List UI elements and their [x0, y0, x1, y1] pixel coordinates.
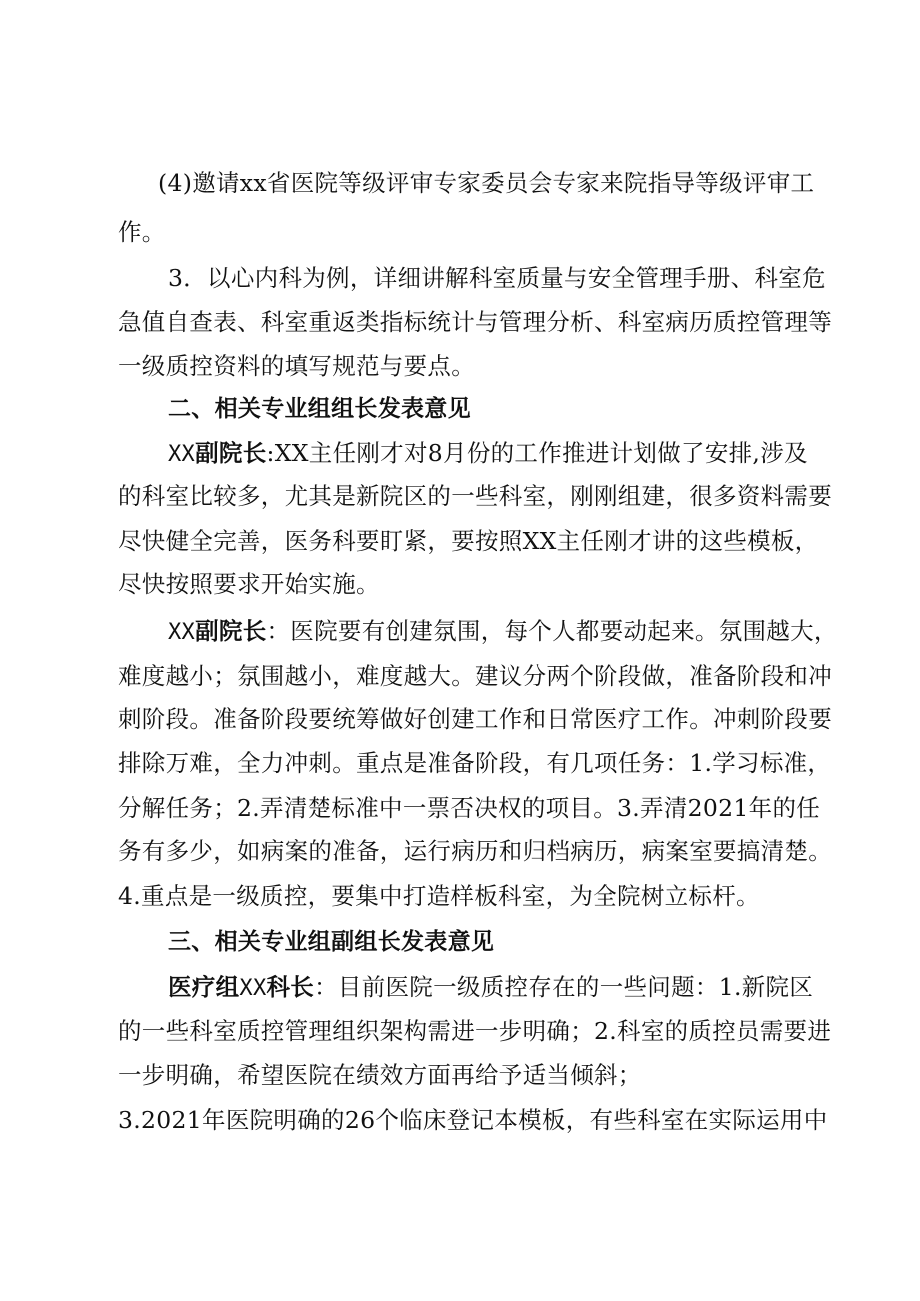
section-3-speaker-1-line-4: 3.2021年医院明确的26个临床登记本模板，有些科室在实际运用中: [118, 1106, 828, 1134]
speaker-statement: ：目前医院一级质控存在的一些问题：1.新院区: [314, 973, 814, 1001]
speaker-prefix: XX: [168, 442, 196, 467]
section-2-speaker-1-line-1: [168, 437, 808, 471]
paragraph-2-line-3: 一级质控资料的填写规范与要点。: [118, 352, 475, 380]
speaker-prefix: XX: [168, 620, 196, 645]
section-2-speaker-2-line-7: 4.重点是一级质控，要集中打造样板科室，为全院树立标杆。: [118, 882, 760, 910]
speaker-title: 副院长: [195, 439, 267, 467]
section-2-speaker-1-line-4: 尽快按照要求开始实施。: [118, 570, 380, 598]
section-3-speaker-1-line-3: 一步明确，希望医院在绩效方面再给予适当倾斜；: [118, 1061, 642, 1089]
paragraph-1-line-2: 作。: [118, 218, 166, 246]
section-2-speaker-2-line-4: 排除万难，全力冲刺。重点是准备阶段，有几项任务：1.学习标准，: [118, 749, 832, 777]
section-2-speaker-1-line-3: 尽快健全完善，医务科要盯紧，要按照XX主任刚才讲的这些模板，: [118, 527, 819, 555]
speaker-title: 科长: [266, 973, 315, 1001]
speaker-title: 副院长: [195, 617, 267, 645]
section-2-speaker-2-line-3: 刺阶段。准备阶段要统筹做好创建工作和日常医疗工作。冲刺阶段要: [118, 705, 832, 733]
section-3-heading: 三、相关专业组副组长发表意见: [168, 929, 495, 955]
speaker-prefix: XX: [239, 976, 267, 1001]
section-2-heading: 二、相关专业组组长发表意见: [168, 396, 471, 422]
section-3-speaker-1-line-1: [168, 971, 813, 1005]
paragraph-1-line-1: (4)邀请xx省医院等级评审专家委员会专家来院指导等级评审工: [158, 169, 815, 197]
section-2-speaker-1-line-2: 的科室比较多，尤其是新院区的一些科室，刚刚组建，很多资料需要: [118, 482, 832, 510]
section-2-speaker-2-line-1: [168, 615, 838, 649]
paragraph-2-line-2: 急值自查表、科室重返类指标统计与管理分析、科室病历质控管理等: [118, 308, 832, 336]
section-2-speaker-2-line-2: 难度越小；氛围越小，难度越大。建议分两个阶段做，准备阶段和冲: [118, 662, 832, 690]
paragraph-2-line-1: 3．以心内科为例，详细讲解科室质量与安全管理手册、科室危: [168, 264, 826, 292]
section-3-speaker-1-line-2: 的一些科室质控管理组织架构需进一步明确；2.科室的质控员需要进: [118, 1017, 832, 1045]
section-2-speaker-2-line-5: 分解任务；2.弄清楚标准中一票否决权的项目。3.弄清2021年的任: [118, 794, 821, 822]
speaker-statement: ：医院要有创建氛围，每个人都要动起来。氛围越大，: [266, 617, 838, 645]
speaker-statement: :XX主任刚才对8月份的工作推进计划做了安排,涉及: [266, 439, 808, 467]
speaker-group: 医疗组: [168, 973, 240, 1001]
section-2-speaker-2-line-6: 务有多少，如病案的准备，运行病历和归档病历，病案室要搞清楚。: [118, 837, 832, 865]
